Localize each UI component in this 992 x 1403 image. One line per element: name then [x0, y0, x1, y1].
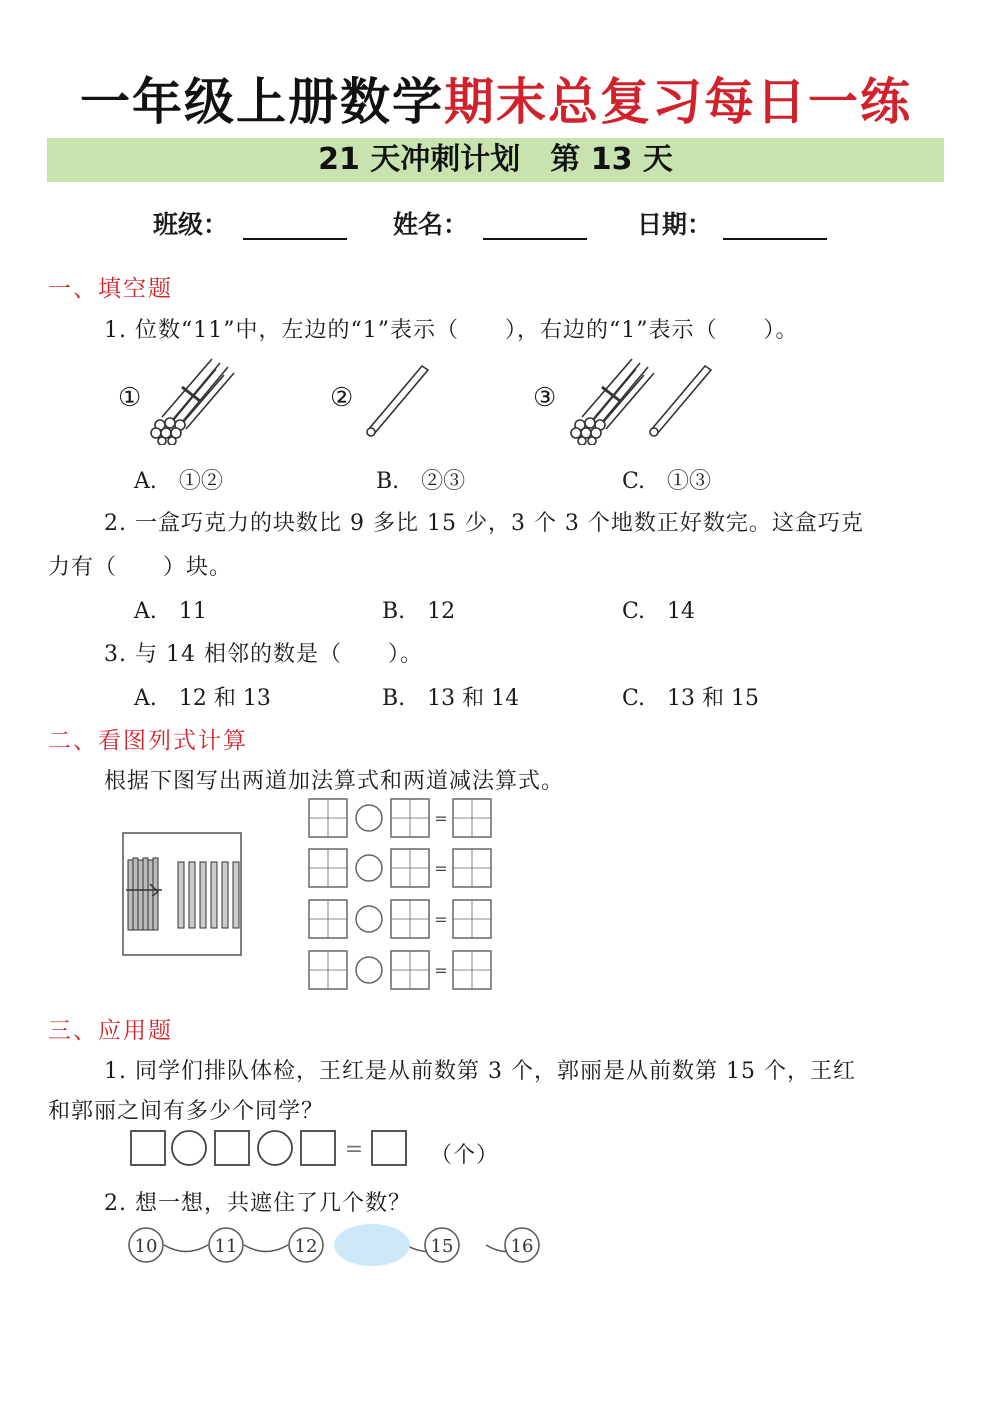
section-3-title: 三、应用题	[48, 1018, 173, 1044]
chain-number-4: 15	[430, 1236, 454, 1257]
chain-number-3: 12	[294, 1236, 318, 1257]
q2-option-b[interactable]: B. 12	[382, 599, 456, 624]
section-1-title: 一、填空题	[48, 276, 173, 302]
q2-line-2: 力有（ ）块。	[48, 555, 233, 580]
name-blank[interactable]	[483, 238, 587, 240]
single-stick-icon	[362, 360, 434, 440]
s3-q1-line-2: 和郭丽之间有多少个同学？	[48, 1099, 325, 1124]
class-blank[interactable]	[243, 238, 347, 240]
title-black-part: 一年级上册数学	[80, 73, 444, 131]
s3-q1-answer-boxes[interactable]	[128, 1128, 413, 1170]
chain-number-2: 11	[214, 1236, 238, 1257]
q3-text: 3. 与 14 相邻的数是（ ）。	[104, 642, 423, 667]
q1-option-b[interactable]: B. ②③	[376, 469, 466, 494]
chain-number-1: 10	[134, 1236, 158, 1257]
equation-grid	[308, 798, 498, 993]
s3-q1-unit: （个）	[430, 1143, 500, 1168]
equation-row-1	[309, 799, 491, 837]
equation-row-4	[309, 951, 491, 989]
s3-q2-text: 2. 想一想，共遮住了几个数？	[104, 1191, 411, 1216]
s3-q1-equals: =	[344, 1137, 364, 1162]
single-stick-2-icon	[645, 360, 717, 440]
q3-option-c[interactable]: C. 13 和 15	[622, 686, 760, 711]
chain-number-5: 16	[510, 1236, 534, 1257]
equals-1: =	[434, 809, 448, 828]
equals-4: =	[434, 961, 448, 980]
class-label: 班级：	[153, 210, 229, 239]
equation-boxes[interactable]	[308, 798, 498, 993]
q2-line-1: 2. 一盒巧克力的块数比 9 多比 15 少，3 个 3 个地数正好数完。这盒巧克	[104, 511, 864, 536]
figure-label-1: ①	[118, 383, 142, 413]
figure-label-2: ②	[330, 383, 354, 413]
plan-banner: 21 天冲刺计划 第 13 天	[47, 138, 944, 182]
s3-q1-line-1: 1. 同学们排队体检，王红是从前数第 3 个，郭丽是从前数第 15 个，王红	[104, 1059, 856, 1084]
section-2-title: 二、看图列式计算	[48, 728, 248, 754]
page-title	[0, 62, 992, 134]
stick-bundle-1-icon	[148, 355, 240, 445]
q3-option-a[interactable]: A. 12 和 13	[134, 686, 271, 711]
name-label: 姓名：	[393, 210, 469, 239]
sticks-picture	[122, 832, 242, 956]
number-chain	[124, 1220, 548, 1270]
date-label: 日期：	[637, 210, 713, 239]
q2-option-c[interactable]: C. 14	[622, 599, 696, 624]
section-2-prompt: 根据下图写出两道加法算式和两道减法算式。	[104, 769, 565, 794]
equation-row-2	[309, 849, 491, 887]
q1-option-a[interactable]: A. ①②	[134, 469, 223, 494]
figure-label-3: ③	[533, 383, 557, 413]
q2-option-a[interactable]: A. 11	[134, 599, 207, 624]
q3-option-b[interactable]: B. 13 和 14	[382, 686, 520, 711]
equals-3: =	[434, 910, 448, 929]
q1-text: 1. 位数“11”中，左边的“1”表示（ ），右边的“1”表示（ ）。	[104, 318, 799, 343]
q1-option-c[interactable]: C. ①③	[622, 469, 712, 494]
title-red-part: 期末总复习每日一练	[444, 73, 912, 131]
covered-numbers-blob	[334, 1224, 410, 1266]
equation-row-3	[309, 900, 491, 938]
date-blank[interactable]	[723, 238, 827, 240]
equals-2: =	[434, 859, 448, 878]
